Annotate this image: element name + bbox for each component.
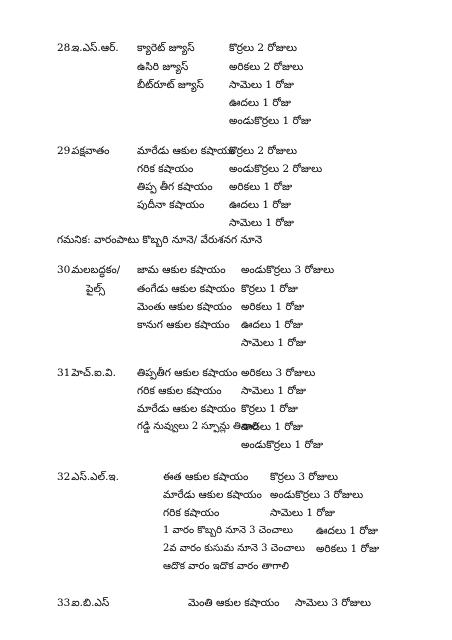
remedy-item: తిప్ప తీగ కషాయం [137, 181, 213, 193]
section-number: 30. [57, 264, 74, 276]
diet-dose: కొర్రలు 1 రోజు [241, 283, 298, 295]
diet-dose: సామెలు 1 రోజు [229, 79, 294, 91]
diet-dose: ఊదలు 1 రోజు [241, 421, 303, 433]
diet-dose: సామెలు 1 రోజు [229, 217, 294, 229]
condition-name: హెచ్.ఐ.వి. [72, 367, 116, 379]
condition-name: ఇ.ఎస్.ఆర్. [72, 42, 119, 54]
diet-dose: అండుకొర్రలు 3 రోజులు [270, 489, 364, 501]
diet-dose: అరికలు 1 రోజు [316, 543, 380, 555]
diet-dose: కొర్రలు 1 రోజు [241, 403, 298, 415]
remedy-item: గరిక కషాయం [163, 507, 220, 519]
remedy-item: మారేడు ఆకుల కషాయం [137, 403, 236, 415]
remedy-item: తంగేడు ఆకుల కషాయం [137, 283, 235, 295]
diet-dose: అండుకొర్రలు 3 రోజులు [241, 264, 335, 276]
remedy-item: గడ్డి నువ్వులు 2 స్పూన్లు తినాలి [137, 421, 259, 432]
remedy-item: ఈత ఆకుల కషాయం [163, 471, 249, 483]
section-number: 33. [57, 597, 74, 609]
section-number: 32. [57, 471, 74, 483]
remedy-item: ఉసిరి జ్యూస్ [137, 61, 189, 73]
condition-name-continued: పైల్స్ [86, 283, 105, 295]
remedy-item: మెంతి ఆకుల కషాయం [188, 597, 280, 609]
diet-dose: ఊదలు 1 రోజు [229, 199, 291, 211]
section-number: 31. [57, 367, 74, 379]
remedy-item: బీట్‌రూట్ జ్యూస్ [137, 79, 204, 91]
remedy-item: 1 వారం కొబ్బరి నూనె 3 చెంచాలు [163, 525, 293, 536]
diet-dose: కొర్రలు 3 రోజులు [270, 471, 339, 483]
remedy-item: గరిక ఆకుల కషాయం [137, 385, 222, 397]
diet-dose: సామెలు 1 రోజు [270, 507, 335, 519]
remedy-item: తిప్పతీగ ఆకుల కషాయం [137, 367, 238, 379]
diet-dose: ఊదలు 1 రోజు [229, 97, 291, 109]
condition-name: మలబద్ధకం/ [72, 264, 121, 276]
remedy-item: మారేడు ఆకుల కషాయం [163, 489, 262, 501]
remedy-item: మెంతు ఆకుల కషాయం [137, 301, 232, 313]
diet-dose: సామెలు 1 రోజు [241, 337, 306, 349]
diet-dose: అరికలు 1 రోజు [229, 181, 293, 193]
note-text: గమనిక: వారంపాటు కొబ్బరి నూనె/ వేరుశనగ నూనె [57, 234, 263, 246]
diet-dose: అండుకొర్రలు 1 రోజు [241, 439, 324, 451]
section-number: 28. [57, 42, 74, 54]
section-number: 29. [57, 145, 74, 157]
diet-dose: అరికలు 1 రోజు [241, 301, 305, 313]
condition-name: పక్షవాతం [72, 145, 110, 157]
diet-dose: అరికలు 2 రోజులు [229, 61, 304, 73]
condition-name: ఐ.బి.ఎస్ [72, 597, 110, 609]
diet-dose: అండుకొర్రలు 1 రోజు [229, 115, 312, 127]
diet-dose: అండుకొర్రలు 2 రోజులు [229, 163, 323, 175]
remedy-item: 2వ వారం కుసుమ నూనె 3 చెంచాలు [163, 543, 305, 554]
condition-name: ఎస్.ఎల్.ఇ. [72, 471, 119, 483]
diet-dose: అరికలు 3 రోజులు [241, 367, 316, 379]
remedy-item: కానుగ ఆకుల కషాయం [137, 319, 230, 331]
diet-dose: కొర్రలు 2 రోజులు [229, 145, 298, 157]
diet-dose: ఊదలు 1 రోజు [241, 319, 303, 331]
remedy-item: పుదీనా కషాయం [137, 199, 205, 211]
diet-dose: సామెలు 1 రోజు [241, 385, 306, 397]
diet-dose: ఊదలు 1 రోజు [316, 525, 378, 537]
remedy-item: మారేడు ఆకుల కషాయం [137, 145, 236, 157]
diet-dose: కొర్రలు 2 రోజులు [229, 42, 298, 54]
diet-dose: సామెలు 3 రోజులు [295, 597, 372, 609]
remedy-item: జామ ఆకుల కషాయం [137, 264, 226, 276]
remedy-item: గరిక కషాయం [137, 163, 194, 175]
remedy-item: ఆదొక వారం ఇదొక వారం తాగాలి [163, 561, 289, 572]
remedy-item: క్యారెట్ జ్యూస్ [137, 42, 195, 54]
